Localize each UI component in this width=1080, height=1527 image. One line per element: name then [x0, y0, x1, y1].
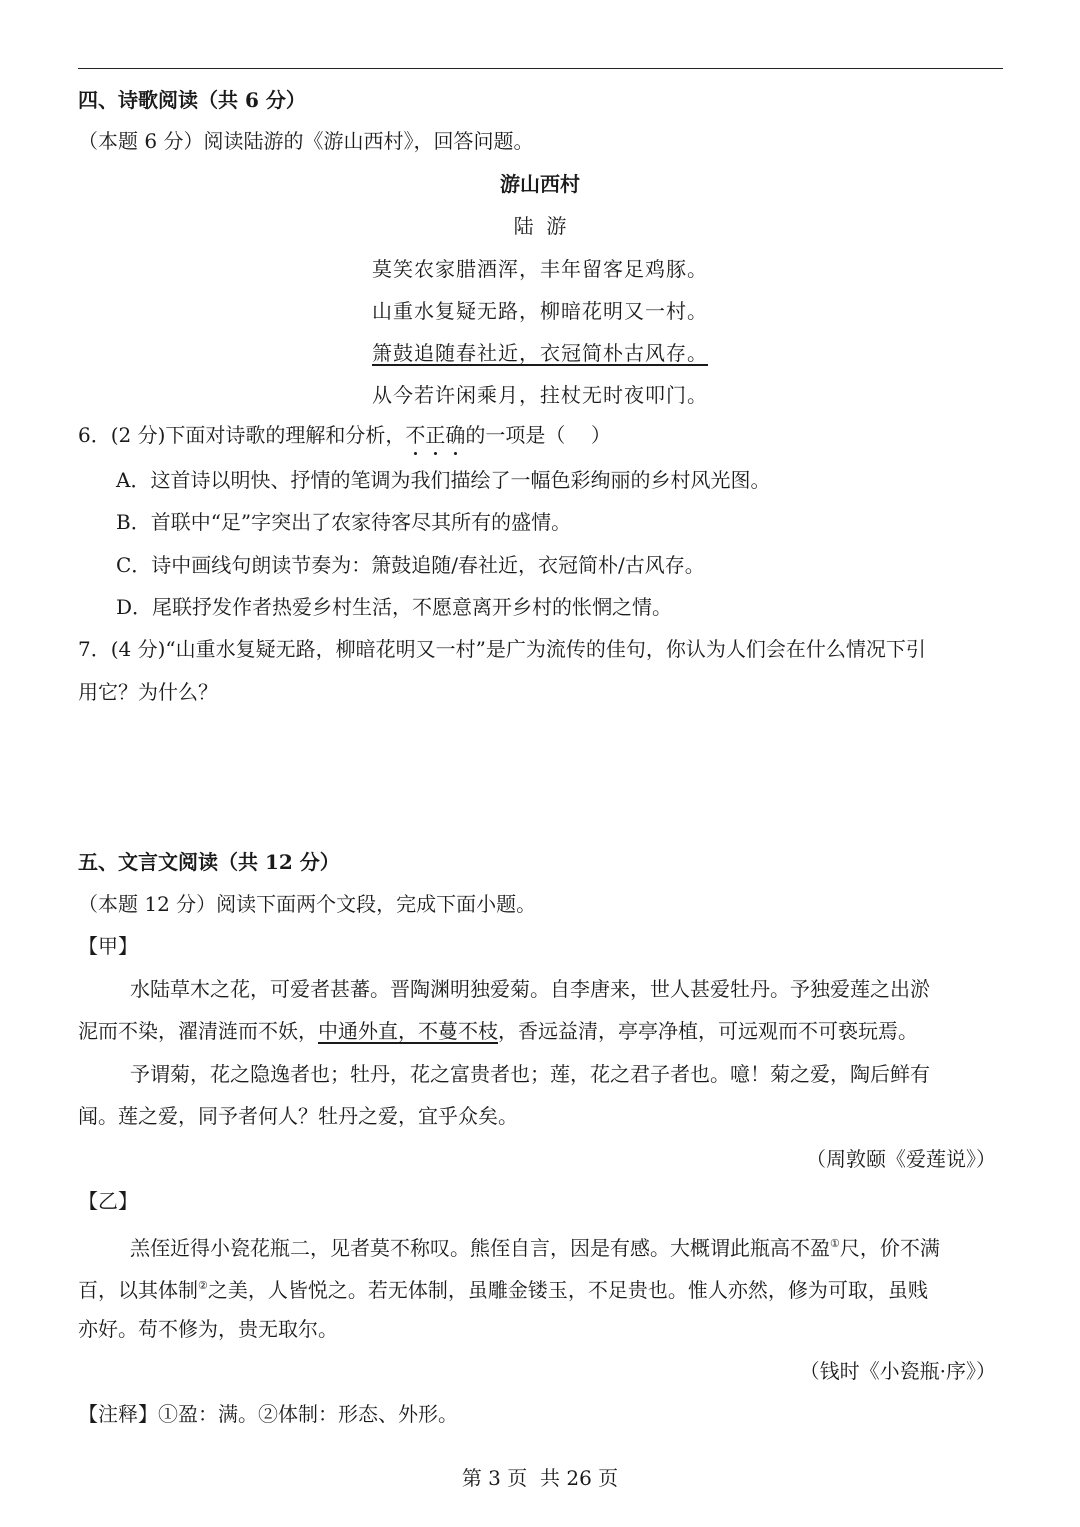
- yi-line-2-start: 百，以其体制: [78, 1278, 198, 1302]
- poem-line-3: [0, 339, 1080, 367]
- yi-line-1-end: 尺，价不满: [839, 1236, 940, 1260]
- emphasis-char: 不: [405, 423, 426, 447]
- jia-p1-line-2: [78, 1017, 918, 1045]
- jia-p2-line-2: 闻。莲之爱，同予者何人？牡丹之爱，宜乎众矣。: [78, 1104, 518, 1128]
- jia-source: （周敦颐《爱莲说》）: [806, 1147, 996, 1171]
- passage-yi-label: 【乙】: [78, 1189, 138, 1213]
- jia-underlined-phrase: 中通外直，不蔓不枝: [318, 1019, 498, 1043]
- emphasis-char: 确: [445, 423, 466, 447]
- question-6-pre: 6．(2 分)下面对诗歌的理解和分析，: [78, 423, 406, 447]
- poem-title: 游山西村: [500, 172, 580, 196]
- question-6: [78, 421, 611, 449]
- yi-source: （钱时《小瓷瓶·序》）: [799, 1359, 996, 1383]
- yi-line-1-start: 羔侄近得小瓷花瓶二，见者莫不称叹。熊侄自言，因是有感。大概谓此瓶高不盈: [130, 1236, 830, 1260]
- yi-line-1: [130, 1230, 940, 1262]
- section5-heading: 五、文言文阅读（共 12 分）: [78, 850, 340, 874]
- poem-line-3-underlined: 箫鼓追随春社近，衣冠简朴古风存。: [372, 341, 708, 365]
- page-footer: 第 3 页 共 26 页: [461, 1466, 619, 1490]
- option-a: A．这首诗以明快、抒情的笔调为我们描绘了一幅色彩绚丽的乡村风光图。: [116, 468, 771, 492]
- jia-p1-line-1: 水陆草木之花，可爱者甚蕃。晋陶渊明独爱菊。自李唐来，世人甚爱牡丹。予独爱莲之出淤: [130, 977, 930, 1001]
- question-7-line-2: 用它？为什么？: [78, 680, 218, 704]
- poem-author: 陆 游: [513, 214, 567, 238]
- section4-heading: 四、诗歌阅读（共 6 分）: [78, 88, 306, 112]
- yi-line-2: [78, 1272, 928, 1304]
- question-7-line-1: 7．(4 分)“山重水复疑无路，柳暗花明又一村”是广为流传的佳句，你认为人们会在什么情况下引: [78, 637, 926, 661]
- footnote-marker-2: ②: [198, 1279, 208, 1292]
- poem-line-1: 莫笑农家腊酒浑，丰年留客足鸡豚。: [372, 257, 708, 281]
- poem-line-2: 山重水复疑无路，柳暗花明又一村。: [372, 299, 708, 323]
- jia-p1-line-2-start: 泥而不染，濯清涟而不妖，: [78, 1019, 318, 1043]
- yi-line-3: 亦好。苟不修为，贵无取尔。: [78, 1317, 338, 1341]
- jia-p1-line-2-end: ，香远益清，亭亭净植，可远观而不可亵玩焉。: [498, 1019, 918, 1043]
- section5-intro: （本题 12 分）阅读下面两个文段，完成下面小题。: [78, 892, 537, 916]
- option-c: C．诗中画线句朗读节奏为：箫鼓追随/春社近，衣冠简朴/古风存。: [116, 553, 705, 577]
- yi-line-2-end: 之美，人皆悦之。若无体制，虽雕金镂玉，不足贵也。惟人亦然，修为可取，虽贱: [207, 1278, 928, 1302]
- option-d: D．尾联抒发作者热爱乡村生活，不愿意离开乡村的怅惘之情。: [116, 595, 673, 619]
- passage-jia-label: 【甲】: [78, 934, 138, 958]
- section4-intro: （本题 6 分）阅读陆游的《游山西村》，回答问题。: [78, 129, 534, 153]
- annotation-notes: 【注释】①盈：满。②体制：形态、外形。: [78, 1402, 458, 1426]
- option-b: B．首联中“足”字突出了农家待客尽其所有的盛情。: [116, 510, 572, 534]
- emphasis-char: 正: [425, 423, 446, 447]
- footnote-marker-1: ①: [830, 1237, 840, 1250]
- top-rule: [78, 68, 1003, 69]
- poem-line-4: 从今若许闲乘月，拄杖无时夜叩门。: [372, 383, 708, 407]
- jia-p2-line-1: 予谓菊，花之隐逸者也；牡丹，花之富贵者也；莲，花之君子者也。噫！菊之爱，陶后鲜有: [130, 1062, 930, 1086]
- question-6-post: 的一项是（ ）: [465, 423, 611, 447]
